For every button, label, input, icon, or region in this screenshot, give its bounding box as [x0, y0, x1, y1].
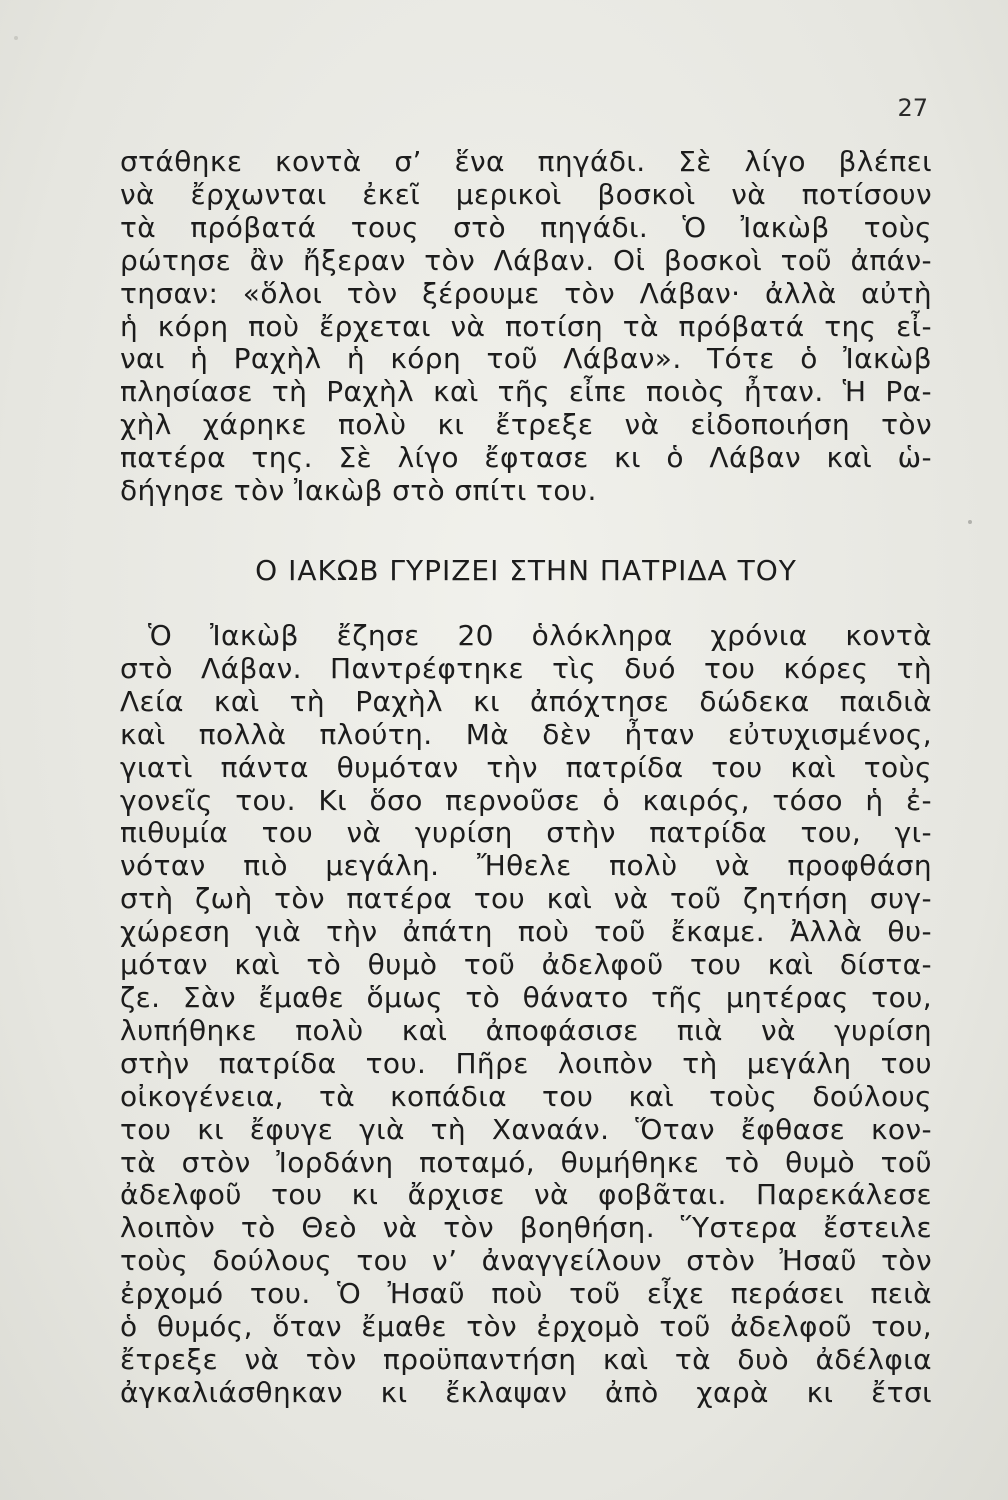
- text-line: πλησίασε τὴ Ραχὴλ καὶ τῆς εἶπε ποιὸς ἦταν. Ἡ Ρα-: [120, 375, 932, 409]
- text-line: τὰ πρόβατά τους στὸ πηγάδι. Ὁ Ἰακὼβ τοὺς: [120, 210, 932, 244]
- text-line: ἡ κόρη ποὺ ἔρχεται νὰ ποτίση τὰ πρόβατά της εἶ-: [120, 309, 932, 343]
- text-line: μόταν καὶ τὸ θυμὸ τοῦ ἀδελφοῦ του καὶ δίστα-: [120, 948, 932, 982]
- text-line: ἀδελφοῦ του κι ἄρχισε νὰ φοβᾶται. Παρεκάλεσε: [120, 1178, 932, 1212]
- text-line: πατέρα της. Σὲ λίγο ἔφτασε κι ὁ Λάβαν καὶ ὡ-: [120, 441, 932, 475]
- text-line: χώρεση γιὰ τὴν ἀπάτη ποὺ τοῦ ἔκαμε. Ἀλλὰ θυ-: [120, 915, 932, 949]
- paper-speck: [14, 36, 18, 40]
- text-line: ὁ θυμός, ὅταν ἔμαθε τὸν ἐρχομὸ τοῦ ἀδελφοῦ του,: [120, 1310, 932, 1344]
- text-line: στὴ ζωὴ τὸν πατέρα του καὶ νὰ τοῦ ζητήση συγ-: [120, 882, 932, 916]
- paragraph-1: [120, 146, 932, 508]
- text-line: Ὁ Ἰακὼβ ἔζησε 20 ὁλόκληρα χρόνια κοντὰ: [148, 619, 932, 652]
- text-line: του κι ἔφυγε γιὰ τὴ Χαναάν. Ὅταν ἔφθασε κον-: [120, 1112, 932, 1146]
- paper-speck: [968, 520, 972, 524]
- text-line: καὶ πολλὰ πλούτη. Μὰ δὲν ἦταν εὐτυχισμένος,: [120, 717, 932, 751]
- text-line: τησαν: «ὅλοι τὸν ξέρουμε τὸν Λάβαν· ἀλλὰ αὐτὴ: [120, 276, 932, 310]
- text-line: δήγησε τὸν Ἰακὼβ στὸ σπίτι του.: [120, 474, 597, 508]
- text-line: ἐρχομό του. Ὁ Ἠσαῦ ποὺ τοῦ εἶχε περάσει πειὰ: [120, 1277, 932, 1311]
- paragraph-2: [120, 620, 932, 1410]
- text-line: νόταν πιὸ μεγάλη. Ἤθελε πολὺ νὰ προφθάση: [120, 849, 932, 883]
- section-title: Ο ΙΑΚΩΒ ΓΥΡΙΖΕΙ ΣΤΗΝ ΠΑΤΡΙΔΑ ΤΟΥ: [255, 554, 797, 587]
- text-line: λυπήθηκε πολὺ καὶ ἀποφάσισε πιὰ νὰ γυρίση: [120, 1013, 932, 1047]
- text-line: στάθηκε κοντὰ σ’ ἕνα πηγάδι. Σὲ λίγο βλέπει: [120, 145, 932, 178]
- text-line: γιατὶ πάντα θυμόταν τὴν πατρίδα του καὶ τοὺς: [120, 750, 932, 784]
- text-line: ἔτρεξε νὰ τὸν προϋπαντήση καὶ τὰ δυὸ ἀδέλφια: [120, 1342, 932, 1376]
- text-line: νὰ ἔρχωνται ἐκεῖ μερικοὶ βοσκοὶ νὰ ποτίσουν: [120, 177, 932, 211]
- text-line: οἰκογένεια, τὰ κοπάδια του καὶ τοὺς δούλους: [120, 1079, 932, 1113]
- text-line: πιθυμία του νὰ γυρίση στὴν πατρίδα του, γι-: [120, 816, 932, 850]
- text-line: Λεία καὶ τὴ Ραχὴλ κι ἀπόχτησε δώδεκα παιδιὰ: [120, 684, 932, 718]
- text-line: γονεῖς του. Κι ὅσο περνοῦσε ὁ καιρός, τόσο ἡ ἐ-: [120, 783, 932, 817]
- text-line: στὸ Λάβαν. Παντρέφτηκε τὶς δυό του κόρες τὴ: [120, 651, 932, 685]
- text-line: τοὺς δούλους του ν’ ἀναγγείλουν στὸν Ἠσαῦ τὸν: [120, 1244, 932, 1278]
- page-number: 27: [897, 94, 928, 122]
- text-line: χὴλ χάρηκε πολὺ κι ἔτρεξε νὰ εἰδοποιήση τὸν: [120, 408, 932, 442]
- text-line: ἀγκαλιάσθηκαν κι ἔκλαψαν ἀπὸ χαρὰ κι ἔτσι: [120, 1375, 932, 1409]
- text-line: λοιπὸν τὸ Θεὸ νὰ τὸν βοηθήση. Ὕστερα ἔστειλε: [120, 1211, 932, 1245]
- text-line: ζε. Σὰν ἔμαθε ὅμως τὸ θάνατο τῆς μητέρας του,: [120, 980, 932, 1014]
- text-line: τὰ στὸν Ἰορδάνη ποταμό, θυμήθηκε τὸ θυμὸ τοῦ: [120, 1145, 932, 1179]
- text-line: ρώτησε ἂν ἤξεραν τὸν Λάβαν. Οἱ βοσκοὶ τοῦ ἀπάν-: [120, 243, 932, 277]
- text-line: στὴν πατρίδα του. Πῆρε λοιπὸν τὴ μεγάλη του: [120, 1046, 932, 1080]
- text-line: ναι ἡ Ραχὴλ ἡ κόρη τοῦ Λάβαν». Τότε ὁ Ἰακὼβ: [120, 342, 932, 376]
